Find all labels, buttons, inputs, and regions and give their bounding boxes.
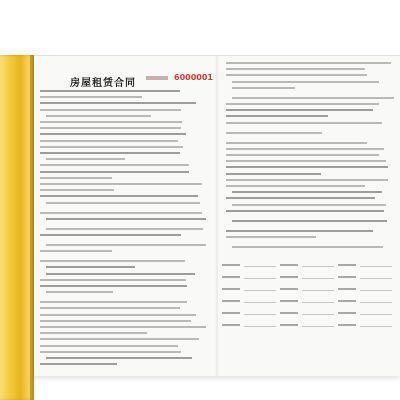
- signature-field-label-placeholder: [222, 324, 240, 326]
- signature-field-rule: [302, 278, 334, 279]
- signature-field-rule: [244, 266, 276, 267]
- text-line-placeholder: [226, 230, 373, 232]
- signature-field-label-placeholder: [222, 312, 240, 314]
- text-line-placeholder: [40, 127, 181, 129]
- text-line-placeholder: [40, 332, 147, 334]
- text-line-placeholder: [232, 97, 394, 99]
- text-line-placeholder: [40, 260, 185, 262]
- text-line-placeholder: [40, 250, 112, 252]
- signature-field-label-placeholder: [338, 300, 356, 302]
- text-line-placeholder: [226, 154, 379, 156]
- text-line-placeholder: [226, 68, 365, 70]
- signature-field-rule: [244, 278, 276, 279]
- text-line-placeholder: [226, 185, 365, 187]
- text-line-placeholder: [226, 179, 388, 181]
- text-line-placeholder: [40, 102, 196, 104]
- text-line-placeholder: [40, 307, 180, 309]
- text-line-placeholder: [40, 279, 186, 281]
- signature-field-rule: [360, 278, 392, 279]
- text-line-placeholder: [46, 291, 113, 293]
- signature-field-rule: [244, 302, 276, 303]
- text-line-placeholder: [226, 74, 367, 76]
- text-line-placeholder: [46, 115, 151, 117]
- text-line-placeholder: [40, 109, 181, 111]
- text-line-placeholder: [226, 236, 316, 238]
- text-line-placeholder: [226, 115, 328, 117]
- signature-field-rule: [302, 314, 334, 315]
- text-line-placeholder: [46, 244, 206, 246]
- signature-field-label-placeholder: [338, 264, 356, 266]
- signature-field-rule: [302, 302, 334, 303]
- signature-field-rule: [360, 326, 392, 327]
- text-line-placeholder: [40, 320, 191, 322]
- text-line-placeholder: [226, 166, 388, 168]
- text-line-placeholder: [226, 122, 382, 124]
- signature-field-label-placeholder: [280, 276, 298, 278]
- text-line-placeholder: [232, 81, 379, 83]
- signature-field-label-placeholder: [222, 264, 240, 266]
- text-line-placeholder: [226, 142, 367, 144]
- text-line-placeholder: [40, 195, 198, 197]
- signature-field-label-placeholder: [338, 312, 356, 314]
- page-gutter: [215, 56, 219, 376]
- text-line-placeholder: [226, 197, 375, 199]
- serial-number: 6000001: [174, 73, 213, 82]
- serial-caption-text: [146, 76, 168, 80]
- text-line-placeholder: [40, 133, 186, 135]
- text-line-placeholder: [40, 140, 178, 142]
- text-line-placeholder: [232, 87, 295, 89]
- text-line-placeholder: [40, 338, 199, 340]
- text-line-placeholder: [40, 171, 189, 173]
- text-line-placeholder: [40, 121, 182, 123]
- text-line-placeholder: [40, 285, 187, 287]
- text-line-placeholder: [46, 202, 200, 204]
- text-line-placeholder: [46, 266, 135, 268]
- text-line-placeholder: [226, 132, 322, 134]
- text-line-placeholder: [226, 62, 391, 64]
- text-line-placeholder: [226, 173, 321, 175]
- signature-field-rule: [360, 266, 392, 267]
- text-line-placeholder: [40, 351, 181, 353]
- signature-field-label-placeholder: [280, 264, 298, 266]
- signature-field-rule: [302, 326, 334, 327]
- signature-field-label-placeholder: [222, 288, 240, 290]
- text-line-placeholder: [40, 164, 189, 166]
- text-line-placeholder: [40, 183, 202, 185]
- signature-field-rule: [244, 326, 276, 327]
- text-line-placeholder: [40, 314, 196, 316]
- signature-field-label-placeholder: [222, 276, 240, 278]
- text-line-placeholder: [46, 228, 203, 230]
- signature-field-rule: [360, 302, 392, 303]
- contract-title: 房屋租赁合同: [70, 78, 136, 89]
- text-line-placeholder: [40, 152, 180, 154]
- signature-field-rule: [302, 290, 334, 291]
- text-line-placeholder: [40, 96, 142, 98]
- yellow-binding-strip: [0, 55, 34, 400]
- text-line-placeholder: [232, 204, 386, 206]
- text-line-placeholder: [40, 189, 114, 191]
- text-line-placeholder: [232, 220, 387, 222]
- contract-sheet: [34, 55, 400, 376]
- text-line-placeholder: [226, 148, 384, 150]
- text-line-placeholder: [226, 103, 379, 105]
- signature-field-label-placeholder: [280, 300, 298, 302]
- text-line-placeholder: [40, 301, 187, 303]
- text-line-placeholder: [232, 246, 383, 248]
- signature-field-label-placeholder: [222, 300, 240, 302]
- contract-right-page: [222, 56, 400, 376]
- text-line-placeholder: [40, 345, 178, 347]
- signature-field-label-placeholder: [280, 324, 298, 326]
- text-line-placeholder: [46, 273, 195, 275]
- text-line-placeholder: [40, 363, 117, 365]
- signature-field-rule: [360, 314, 392, 315]
- text-line-placeholder: [40, 212, 202, 214]
- signature-field-label-placeholder: [338, 276, 356, 278]
- text-line-placeholder: [46, 218, 206, 220]
- signature-field-label-placeholder: [338, 324, 356, 326]
- text-line-placeholder: [40, 90, 180, 92]
- text-line-placeholder: [40, 146, 183, 148]
- text-line-placeholder: [46, 158, 125, 160]
- text-line-placeholder: [232, 191, 382, 193]
- signature-field-label-placeholder: [280, 288, 298, 290]
- signature-field-rule: [360, 290, 392, 291]
- contract-left-page: [34, 56, 212, 376]
- text-line-placeholder: [226, 210, 384, 212]
- signature-field-rule: [244, 314, 276, 315]
- signature-field-label-placeholder: [338, 288, 356, 290]
- signature-field-rule: [244, 290, 276, 291]
- text-line-placeholder: [226, 160, 386, 162]
- signature-field-label-placeholder: [280, 312, 298, 314]
- text-line-placeholder: [226, 109, 373, 111]
- text-line-placeholder: [40, 234, 181, 236]
- text-line-placeholder: [40, 177, 112, 179]
- text-line-placeholder: [40, 326, 206, 328]
- text-line-placeholder: [46, 357, 192, 359]
- signature-field-rule: [302, 266, 334, 267]
